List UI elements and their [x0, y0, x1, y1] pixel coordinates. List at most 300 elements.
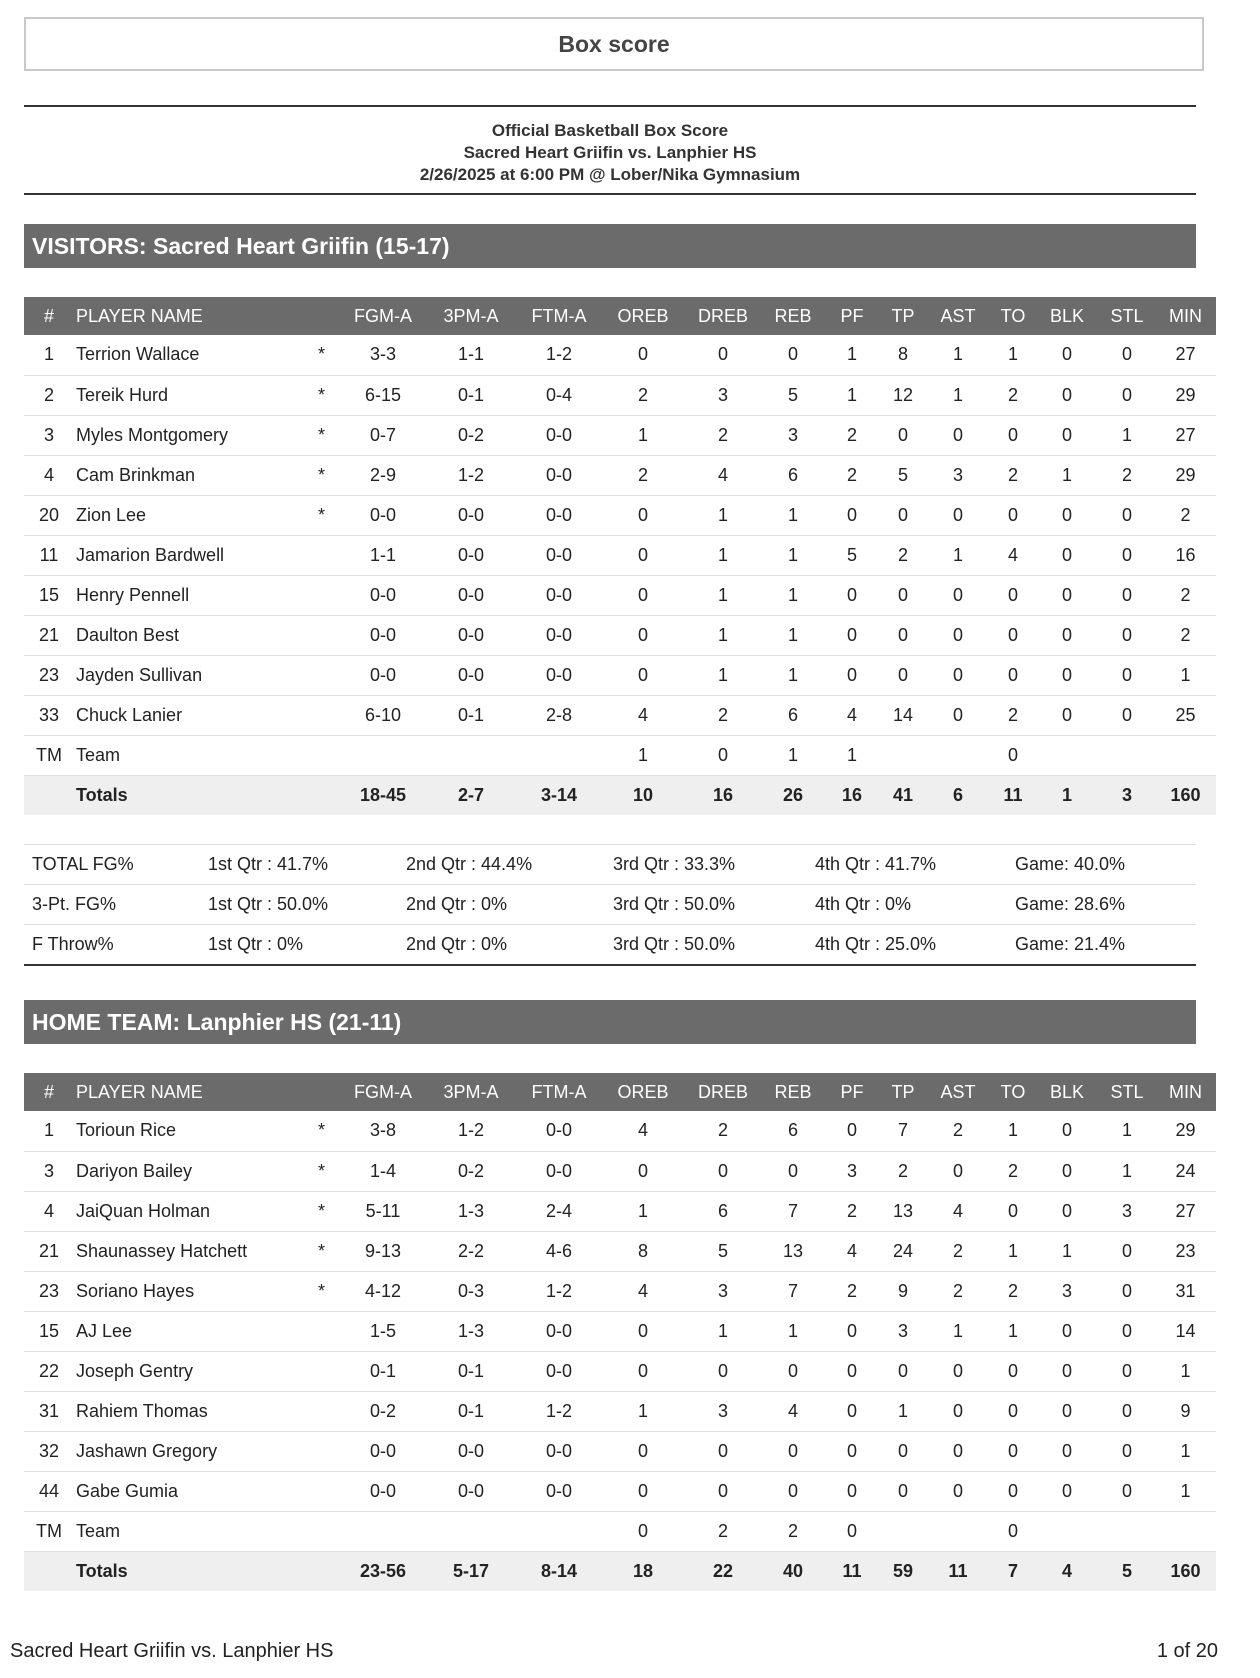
totals-spacer: [24, 1551, 74, 1591]
starter-mark: [294, 535, 339, 575]
stat-pf: 2: [847, 1280, 858, 1301]
footer-page-number: 1 of 20: [1156, 1640, 1218, 1662]
shooting-q3: 3rd Qtr : 33.3%: [613, 854, 736, 874]
stat-ftm: 0-0: [546, 1360, 573, 1381]
stat-dreb: 1: [718, 584, 729, 605]
column-header-blk: BLK: [1050, 305, 1085, 326]
stat-fgm: 1-4: [370, 1160, 397, 1181]
shooting-percentages-table: [24, 844, 1196, 966]
total-oreb: 10: [633, 784, 654, 805]
stat-min: 1: [1180, 664, 1191, 685]
stat-pf: 4: [847, 704, 858, 725]
stat-reb: 1: [788, 584, 799, 605]
player-row: [24, 1471, 1216, 1511]
player-row: [24, 1191, 1216, 1231]
stat-min: 23: [1175, 1240, 1196, 1261]
starter-mark: [294, 1351, 339, 1391]
starter-mark: [294, 1471, 339, 1511]
stat-min: 9: [1180, 1400, 1191, 1421]
player-number: 21: [38, 1240, 60, 1261]
stat-min: 16: [1175, 544, 1196, 565]
stat-tp: 0: [898, 424, 909, 445]
stat-pf: 0: [847, 504, 858, 525]
stat-reb: 2: [788, 1520, 799, 1541]
starter-mark: [294, 1431, 339, 1471]
stat-ftm: 1-2: [546, 344, 573, 365]
stat-fgm: [339, 1511, 427, 1551]
stat-to: 0: [1008, 1440, 1019, 1461]
stat-ftm: 0-0: [546, 664, 573, 685]
column-header-dreb: DREB: [698, 305, 749, 326]
player-name: Soriano Hayes: [76, 1280, 195, 1301]
column-header-oreb: OREB: [617, 1081, 669, 1102]
player-name: Terrion Wallace: [76, 344, 200, 365]
column-header-to: TO: [1000, 305, 1026, 326]
stat-reb: 1: [788, 1320, 799, 1341]
total-to: 11: [1003, 784, 1023, 805]
stat-to: 1: [1008, 344, 1019, 365]
stat-min: 29: [1175, 464, 1196, 485]
stat-min: 1: [1180, 1360, 1191, 1381]
stat-to: 2: [1008, 464, 1019, 485]
stat-ftm: 0-0: [546, 1320, 573, 1341]
stat-min: 29: [1175, 384, 1196, 405]
player-row: [24, 1111, 1216, 1151]
shooting-q1: 1st Qtr : 0%: [208, 933, 304, 954]
stat-min: 25: [1175, 704, 1196, 725]
total-reb: 26: [783, 784, 804, 805]
player-row: [24, 575, 1216, 615]
stat-pf: 1: [847, 744, 858, 765]
column-header-fgm-a: FGM-A: [354, 305, 413, 326]
player-name: Henry Pennell: [76, 584, 190, 605]
stat-oreb: 1: [638, 1200, 649, 1221]
shooting-q1: 1st Qtr : 50.0%: [208, 894, 329, 914]
stat-blk: 1: [1062, 1240, 1073, 1261]
stat-fgm: 0-0: [370, 1480, 397, 1501]
stat-tpm: 0-1: [458, 1400, 485, 1421]
player-number: 33: [38, 704, 60, 725]
player-row: [24, 335, 1216, 375]
column-header-tp: TP: [891, 1081, 915, 1102]
stat-tp: 0: [898, 1440, 909, 1461]
stat-tp: [881, 735, 925, 775]
stat-pf: 3: [847, 1160, 858, 1181]
header-row: [24, 297, 1216, 335]
stat-tpm: 0-0: [458, 504, 485, 525]
stat-ftm: 0-0: [546, 504, 573, 525]
stat-oreb: 1: [638, 744, 649, 765]
stat-pf: 0: [847, 664, 858, 685]
stat-to: 0: [1008, 584, 1019, 605]
stat-ast: [925, 735, 991, 775]
stat-ftm: 0-0: [546, 424, 573, 445]
stat-stl: 3: [1122, 1200, 1133, 1221]
stat-oreb: 2: [638, 384, 649, 405]
stat-ast: 0: [953, 1160, 964, 1181]
stat-blk: 0: [1062, 1480, 1073, 1501]
player-number: 3: [43, 1160, 54, 1181]
stat-to: 4: [1008, 544, 1019, 565]
stat-ast: 1: [953, 384, 964, 405]
stat-oreb: 2: [638, 464, 649, 485]
stat-ast: 0: [953, 664, 964, 685]
player-number: 2: [43, 384, 54, 405]
player-row: [24, 735, 1216, 775]
player-name: Joseph Gentry: [76, 1360, 194, 1381]
shooting-label: TOTAL FG%: [32, 854, 134, 874]
stat-to: 0: [1008, 1400, 1019, 1421]
stat-to: 0: [1008, 1480, 1019, 1501]
stat-to: 0: [1008, 1360, 1019, 1381]
stat-ast: 0: [953, 624, 964, 645]
stat-oreb: 1: [638, 424, 649, 445]
total-min: 160: [1170, 1560, 1201, 1581]
starter-mark: *: [318, 464, 326, 485]
stat-stl: 0: [1122, 504, 1133, 525]
stat-tpm: 1-2: [458, 464, 485, 485]
stat-ftm: 0-0: [546, 584, 573, 605]
totals-spacer: [294, 775, 339, 815]
stat-dreb: 1: [718, 544, 729, 565]
stat-fgm: [339, 735, 427, 775]
stat-to: 2: [1008, 704, 1019, 725]
stat-reb: 7: [788, 1200, 799, 1221]
starter-mark: *: [318, 1120, 326, 1141]
stat-blk: 0: [1062, 1320, 1073, 1341]
column-header-3pm-a: 3PM-A: [443, 1081, 499, 1102]
stat-blk: 0: [1062, 1200, 1073, 1221]
player-number: TM: [36, 1520, 62, 1541]
player-name: Myles Montgomery: [76, 424, 229, 445]
home-heading: HOME TEAM: Lanphier HS (21-11): [24, 1000, 1196, 1044]
stat-ftm: [515, 735, 603, 775]
starter-mark: *: [318, 1200, 326, 1221]
stat-ast: 0: [953, 424, 964, 445]
starter-mark: [294, 1391, 339, 1431]
stat-min: 29: [1175, 1120, 1196, 1141]
stat-fgm: 6-10: [365, 704, 402, 725]
stat-reb: 6: [788, 1120, 799, 1141]
stat-min: 14: [1175, 1320, 1196, 1341]
stat-tp: 0: [898, 624, 909, 645]
stat-to: 0: [1008, 1200, 1019, 1221]
column-header-player-name: PLAYER NAME: [76, 305, 203, 326]
player-number: 4: [43, 1200, 54, 1221]
stat-oreb: 8: [638, 1240, 649, 1261]
stat-fgm: 0-2: [370, 1400, 397, 1421]
player-number: 23: [38, 1280, 60, 1301]
stat-tp: 24: [893, 1240, 914, 1261]
stat-pf: 0: [847, 584, 858, 605]
total-dreb: 16: [713, 784, 734, 805]
stat-ast: 3: [953, 464, 964, 485]
player-number: 4: [43, 464, 54, 485]
stat-tp: 14: [893, 704, 914, 725]
column-header-player-name: PLAYER NAME: [76, 1081, 203, 1102]
stat-blk: 0: [1062, 664, 1073, 685]
starter-mark: [294, 735, 339, 775]
stat-ftm: 0-0: [546, 1480, 573, 1501]
stat-dreb: 1: [718, 664, 729, 685]
column-header-ast: AST: [940, 1081, 976, 1102]
page-title: Box score: [24, 17, 1204, 71]
stat-tpm: 0-1: [458, 1360, 485, 1381]
stat-reb: 1: [788, 504, 799, 525]
stat-to: 0: [1008, 1520, 1019, 1541]
header-line-3: 2/26/2025 at 6:00 PM @ Lober/Nika Gymnasium: [419, 165, 801, 184]
stat-stl: [1099, 735, 1155, 775]
stat-ftm: 2-4: [546, 1200, 573, 1221]
player-name: Daulton Best: [76, 624, 180, 645]
stat-oreb: 0: [638, 624, 649, 645]
stat-oreb: 0: [638, 664, 649, 685]
column-header-dreb: DREB: [698, 1081, 749, 1102]
header-line-1: Official Basketball Box Score: [491, 121, 729, 140]
stat-tpm: 1-1: [458, 344, 485, 365]
stat-to: 2: [1008, 1280, 1019, 1301]
total-ast: 11: [948, 1560, 968, 1581]
stat-to: 2: [1008, 384, 1019, 405]
stat-tp: 0: [898, 504, 909, 525]
starter-mark: [294, 575, 339, 615]
stat-tpm: 0-0: [458, 664, 485, 685]
stat-tpm: 1-3: [458, 1200, 485, 1221]
player-number: 1: [43, 1120, 54, 1141]
shooting-q3: 3rd Qtr : 50.0%: [613, 933, 736, 954]
stat-ast: 1: [953, 344, 964, 365]
stat-min: 2: [1180, 584, 1191, 605]
shooting-q3: 3rd Qtr : 50.0%: [613, 894, 736, 914]
stat-fgm: 5-11: [365, 1200, 401, 1221]
stat-fgm: 6-15: [365, 384, 402, 405]
stat-reb: 0: [788, 344, 799, 365]
stat-min: 2: [1180, 504, 1191, 525]
stat-oreb: 4: [638, 1120, 649, 1141]
shooting-q4: 4th Qtr : 25.0%: [815, 933, 937, 954]
stat-tp: 0: [898, 1360, 909, 1381]
player-row: [24, 615, 1216, 655]
shooting-q2: 2nd Qtr : 44.4%: [406, 854, 533, 874]
stat-blk: 0: [1062, 624, 1073, 645]
player-number: 15: [38, 584, 60, 605]
total-reb: 40: [783, 1560, 804, 1581]
player-name: JaiQuan Holman: [76, 1200, 211, 1221]
stat-to: 1: [1008, 1240, 1019, 1261]
column-header-tp: TP: [891, 305, 915, 326]
shooting-row: [24, 885, 1196, 925]
column-header-ast: AST: [940, 305, 976, 326]
stat-reb: 0: [788, 1360, 799, 1381]
stat-blk: 0: [1062, 1400, 1073, 1421]
stat-reb: 6: [788, 704, 799, 725]
stat-fgm: 0-0: [370, 624, 397, 645]
stat-stl: 0: [1122, 1400, 1133, 1421]
player-row: [24, 455, 1216, 495]
stat-dreb: 2: [718, 704, 729, 725]
stat-tpm: [427, 735, 515, 775]
stat-stl: 0: [1122, 624, 1133, 645]
stat-blk: 0: [1062, 1440, 1073, 1461]
stat-fgm: 1-1: [370, 544, 397, 565]
stat-reb: 0: [788, 1440, 799, 1461]
player-name: Torioun Rice: [76, 1120, 177, 1141]
stat-ast: [925, 1511, 991, 1551]
stat-tp: 13: [893, 1200, 914, 1221]
stat-tpm: 2-2: [458, 1240, 485, 1261]
shooting-game: Game: 40.0%: [1015, 854, 1126, 874]
stat-fgm: 2-9: [370, 464, 397, 485]
stat-blk: [1035, 735, 1099, 775]
stat-tpm: 0-0: [458, 584, 485, 605]
total-dreb: 22: [713, 1560, 734, 1581]
starter-mark: *: [318, 424, 326, 445]
stat-to: 2: [1008, 1160, 1019, 1181]
totals-spacer: [24, 775, 74, 815]
stat-reb: 1: [788, 544, 799, 565]
stat-min: 31: [1175, 1280, 1196, 1301]
total-fgm: 18-45: [359, 784, 407, 805]
starter-mark: *: [318, 504, 326, 525]
total-stl: 3: [1122, 784, 1133, 805]
player-name: Gabe Gumia: [76, 1480, 179, 1501]
page-footer: [10, 1640, 1218, 1663]
stat-tp: 3: [898, 1320, 909, 1341]
total-ast: 6: [953, 784, 964, 805]
stat-oreb: 0: [638, 344, 649, 365]
stat-to: 0: [1008, 504, 1019, 525]
stat-tp: 12: [893, 384, 914, 405]
stat-pf: 2: [847, 1200, 858, 1221]
stat-pf: 4: [847, 1240, 858, 1261]
player-number: 11: [39, 544, 59, 565]
stat-reb: 13: [783, 1240, 804, 1261]
stat-oreb: 4: [638, 704, 649, 725]
total-oreb: 18: [633, 1560, 654, 1581]
stat-fgm: 0-7: [370, 424, 397, 445]
player-name: Rahiem Thomas: [76, 1400, 208, 1421]
stat-stl: 0: [1122, 544, 1133, 565]
player-row: [24, 1271, 1216, 1311]
stat-fgm: 0-1: [370, 1360, 397, 1381]
stat-oreb: 0: [638, 1160, 649, 1181]
stat-stl: 0: [1122, 384, 1133, 405]
stat-dreb: 5: [718, 1240, 729, 1261]
starter-mark: *: [318, 1240, 326, 1261]
stat-oreb: 0: [638, 1440, 649, 1461]
stat-oreb: 0: [638, 1320, 649, 1341]
stat-pf: 0: [847, 1480, 858, 1501]
stat-reb: 0: [788, 1480, 799, 1501]
home-box-score-table: [24, 1073, 1216, 1591]
stat-fgm: 0-0: [370, 584, 397, 605]
stat-tp: [881, 1511, 925, 1551]
stat-ast: 1: [953, 544, 964, 565]
stat-tpm: 0-2: [458, 1160, 485, 1181]
stat-min: 27: [1175, 424, 1196, 445]
total-tp: 59: [893, 1560, 914, 1581]
stat-to: 0: [1008, 664, 1019, 685]
player-row: [24, 1391, 1216, 1431]
stat-dreb: 4: [718, 464, 729, 485]
stat-pf: 1: [847, 344, 858, 365]
player-row: [24, 415, 1216, 455]
stat-tp: 0: [898, 664, 909, 685]
stat-tp: 2: [898, 1160, 909, 1181]
column-header-blk: BLK: [1050, 1081, 1085, 1102]
column-header-ftm-a: FTM-A: [531, 305, 587, 326]
stat-min: 27: [1175, 344, 1196, 365]
stat-ast: 4: [953, 1200, 964, 1221]
stat-tpm: 1-3: [458, 1320, 485, 1341]
player-number: 15: [38, 1320, 60, 1341]
starter-mark: *: [318, 1160, 326, 1181]
stat-tp: 7: [898, 1120, 909, 1141]
stat-oreb: 0: [638, 544, 649, 565]
stat-tp: 5: [898, 464, 909, 485]
stat-to: 1: [1008, 1320, 1019, 1341]
starter-mark: [294, 615, 339, 655]
stat-min: [1155, 735, 1216, 775]
stat-blk: 0: [1062, 1160, 1073, 1181]
shooting-q2: 2nd Qtr : 0%: [406, 894, 508, 914]
stat-dreb: 2: [718, 1520, 729, 1541]
player-number: TM: [36, 744, 62, 765]
column-header-reb: REB: [774, 1081, 812, 1102]
stat-stl: 0: [1122, 704, 1133, 725]
shooting-game: Game: 28.6%: [1015, 894, 1126, 914]
player-row: [24, 1351, 1216, 1391]
stat-min: 27: [1175, 1200, 1196, 1221]
stat-dreb: 0: [718, 1160, 729, 1181]
stat-stl: 1: [1122, 1160, 1133, 1181]
starter-mark: *: [318, 384, 326, 405]
stat-blk: 3: [1062, 1280, 1073, 1301]
stat-tp: 0: [898, 584, 909, 605]
stat-ftm: 0-4: [546, 384, 573, 405]
total-pf: 16: [842, 784, 863, 805]
stat-dreb: 3: [718, 1400, 729, 1421]
player-row: [24, 1151, 1216, 1191]
total-blk: 1: [1062, 784, 1073, 805]
column-header-oreb: OREB: [617, 305, 669, 326]
column-header-min: MIN: [1169, 305, 1203, 326]
stat-dreb: 1: [718, 1320, 729, 1341]
stat-ast: 0: [953, 504, 964, 525]
stat-tp: 8: [898, 344, 909, 365]
header-row: [24, 1073, 1216, 1111]
stat-min: 2: [1180, 624, 1191, 645]
stat-min: 24: [1175, 1160, 1196, 1181]
column-header-pf: PF: [840, 305, 864, 326]
stat-fgm: 0-0: [370, 1440, 397, 1461]
shooting-row: [24, 845, 1196, 885]
total-stl: 5: [1122, 1560, 1133, 1581]
stat-pf: 0: [847, 1440, 858, 1461]
shooting-label: 3-Pt. FG%: [32, 894, 117, 914]
stat-tpm: [427, 1511, 515, 1551]
shooting-game: Game: 21.4%: [1015, 933, 1126, 954]
column-header-stl: STL: [1110, 1081, 1144, 1102]
stat-reb: 1: [788, 744, 799, 765]
stat-pf: 2: [847, 464, 858, 485]
column-header-to: TO: [1000, 1081, 1026, 1102]
total-to: 7: [1008, 1560, 1019, 1581]
stat-reb: 1: [788, 624, 799, 645]
stat-blk: 0: [1062, 584, 1073, 605]
player-number: 31: [38, 1400, 60, 1421]
starter-mark: [294, 1311, 339, 1351]
